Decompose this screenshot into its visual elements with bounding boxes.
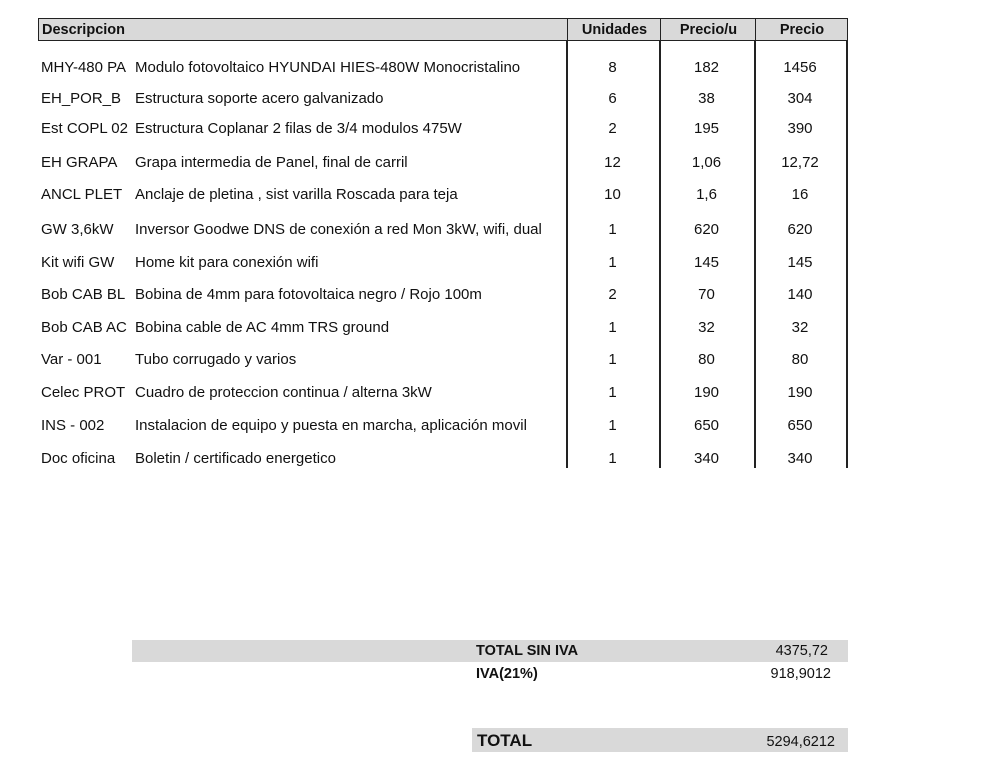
item-code: Doc oficina (41, 450, 116, 467)
item-unit-price: 650 (693, 417, 720, 434)
tax-value: 918,9012 (770, 666, 831, 682)
item-code: Var - 001 (41, 351, 102, 368)
table-header (38, 18, 848, 41)
item-code: Celec PROT (41, 384, 126, 401)
item-code: EH GRAPA (41, 154, 118, 171)
item-description: Modulo fotovoltaico HYUNDAI HIES-480W Monocristalino (135, 59, 521, 76)
item-units: 1 (608, 254, 617, 271)
item-description: Cuadro de proteccion continua / alterna 3kW (135, 384, 432, 401)
item-code: Est COPL 02 (41, 120, 128, 137)
table-row (0, 381, 1000, 405)
item-unit-price: 1,6 (696, 186, 717, 203)
item-unit-price: 70 (698, 286, 715, 303)
item-unit-price: 145 (693, 254, 720, 271)
item-price: 1456 (783, 59, 817, 76)
header-unit-price: Precio/u (660, 19, 756, 40)
item-price: 80 (791, 351, 809, 368)
item-units: 12 (604, 154, 621, 171)
item-price: 340 (787, 450, 813, 467)
tax-label: IVA(21%) (476, 666, 538, 682)
item-units: 1 (608, 450, 617, 467)
item-unit-price: 340 (693, 450, 720, 467)
item-code: MHY-480 PA (41, 59, 127, 76)
item-units: 2 (608, 286, 617, 303)
item-unit-price: 182 (693, 59, 720, 76)
subtotal-label: TOTAL SIN IVA (476, 643, 579, 659)
item-units: 6 (608, 90, 617, 107)
item-description: Estructura Coplanar 2 filas de 3/4 modulos 475W (135, 120, 462, 137)
item-price: 190 (787, 384, 813, 401)
item-price: 620 (787, 221, 813, 238)
item-description: Bobina cable de AC 4mm TRS ground (135, 319, 390, 336)
table-row (0, 117, 1000, 141)
item-units: 1 (608, 351, 617, 368)
header-description: Descripcion (42, 22, 125, 38)
item-code: INS - 002 (41, 417, 105, 434)
table-row (0, 87, 1000, 111)
item-units: 1 (608, 221, 617, 238)
item-units: 1 (608, 417, 617, 434)
table-row (0, 251, 1000, 275)
item-unit-price: 620 (693, 221, 720, 238)
table-row (0, 151, 1000, 175)
item-price: 145 (787, 254, 813, 271)
item-description: Bobina de 4mm para fotovoltaica negro / Rojo 100m (135, 286, 482, 303)
item-unit-price: 80 (698, 351, 715, 368)
item-code: Kit wifi GW (41, 254, 115, 271)
subtotal-value: 4375,72 (775, 643, 828, 659)
item-unit-price: 190 (693, 384, 720, 401)
item-description: Tubo corrugado y varios (135, 351, 297, 368)
item-units: 8 (608, 59, 617, 76)
item-units: 10 (604, 186, 621, 203)
item-unit-price: 195 (693, 120, 720, 137)
item-description: Estructura soporte acero galvanizado (135, 90, 384, 107)
item-code: Bob CAB AC (41, 319, 127, 336)
item-code: Bob CAB BL (41, 286, 126, 303)
total-label: TOTAL (477, 731, 533, 750)
item-code: GW 3,6kW (41, 221, 114, 238)
item-description: Grapa intermedia de Panel, final de carril (135, 154, 408, 171)
table-row (0, 447, 1000, 471)
item-price: 12,72 (781, 154, 819, 171)
item-price: 304 (787, 90, 813, 107)
table-row (0, 316, 1000, 340)
item-description: Home kit para conexión wifi (135, 254, 319, 271)
item-units: 2 (608, 120, 617, 137)
table-row (0, 283, 1000, 307)
item-description: Instalacion de equipo y puesta en marcha, aplicación movil (135, 417, 527, 434)
table-row (0, 183, 1000, 207)
table-row (0, 348, 1000, 372)
header-units: Unidades (567, 19, 661, 40)
total-value: 5294,6212 (766, 734, 835, 750)
item-price: 32 (791, 319, 809, 336)
item-code: ANCL PLET (41, 186, 123, 203)
item-unit-price: 1,06 (691, 154, 722, 171)
table-row (0, 218, 1000, 242)
item-price: 390 (787, 120, 813, 137)
item-description: Boletin / certificado energetico (135, 450, 336, 467)
item-unit-price: 32 (698, 319, 715, 336)
item-price: 650 (787, 417, 813, 434)
item-units: 1 (608, 384, 617, 401)
item-code: EH_POR_B (41, 90, 122, 107)
item-description: Inversor Goodwe DNS de conexión a red Mon 3kW, wifi, dual (135, 221, 542, 238)
item-price: 140 (787, 286, 813, 303)
item-units: 1 (608, 319, 617, 336)
item-unit-price: 38 (698, 90, 715, 107)
table-row (0, 56, 1000, 80)
header-price: Precio (755, 19, 848, 40)
item-price: 16 (791, 186, 809, 203)
table-row (0, 414, 1000, 438)
item-description: Anclaje de pletina , sist varilla Roscada para teja (135, 186, 458, 203)
